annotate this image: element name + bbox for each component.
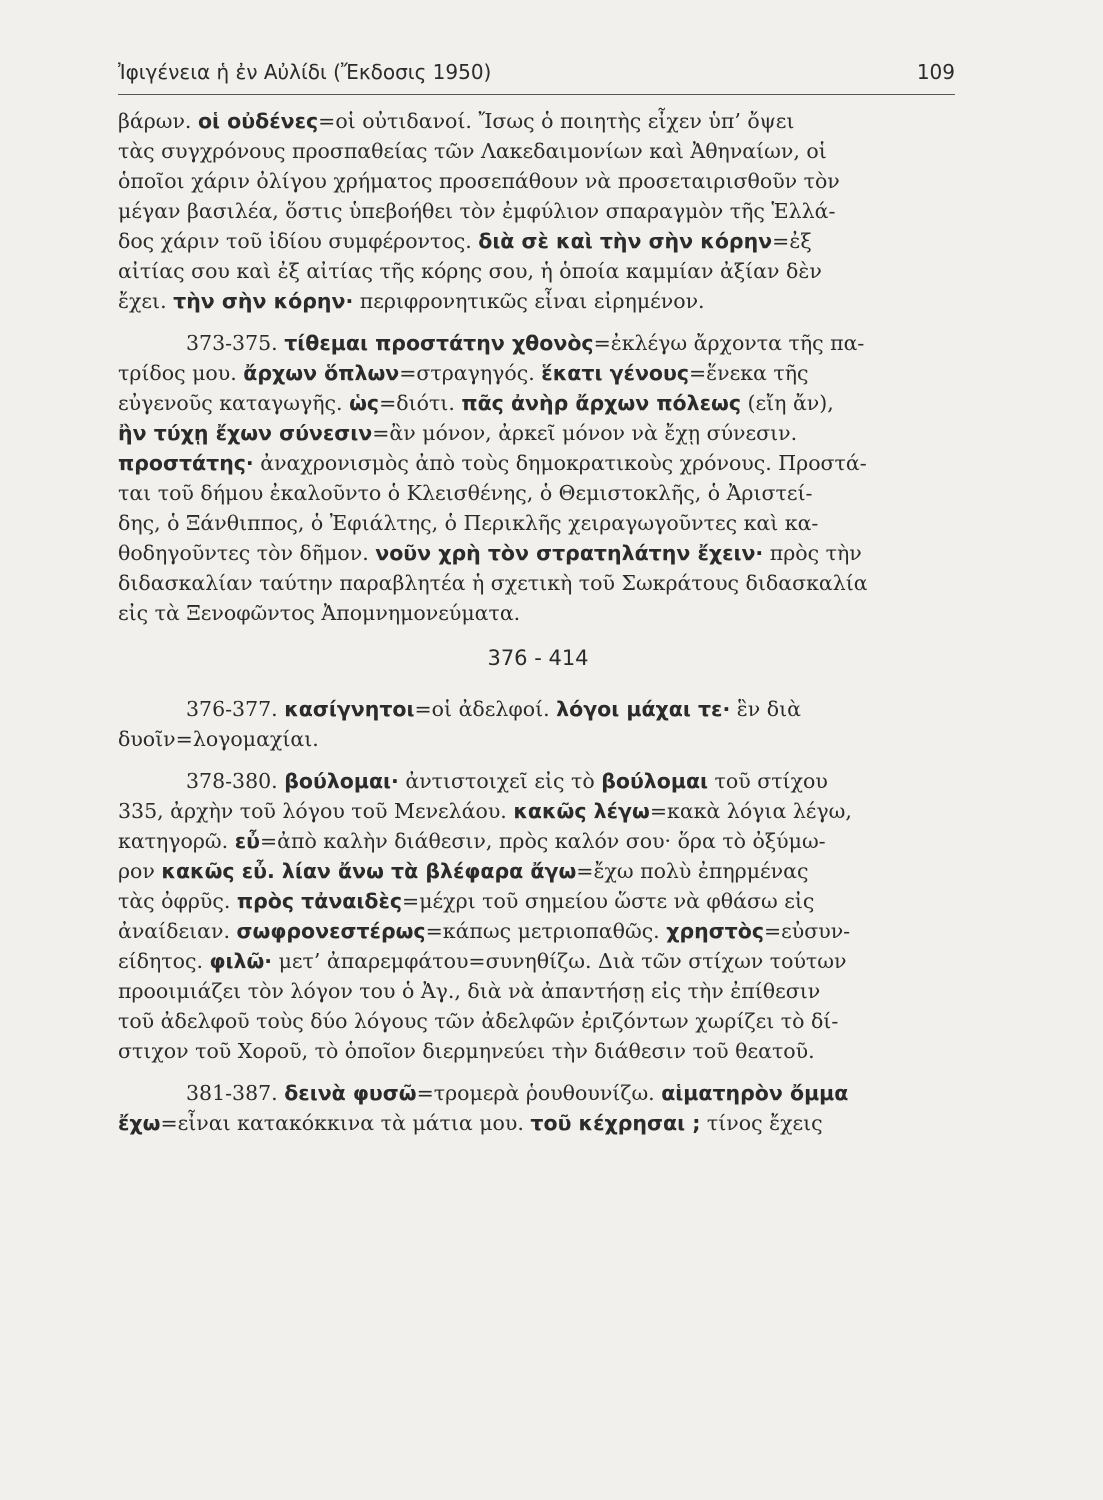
text-line: [118, 256, 958, 286]
text-line: [118, 508, 958, 538]
lemma-term: τὴν σὴν κόρην·: [173, 289, 354, 313]
commentary-text: τοῦ ἀδελφοῦ τοὺς δύο λόγους τῶν ἀδελφῶν ἐριζόντων χωρίζει τὸ δί-: [118, 1009, 839, 1033]
running-title: Ἰφιγένεια ἡ ἐν Αὐλίδι (Ἔκδοσις 1950): [118, 60, 492, 84]
paragraph-gap: [118, 754, 958, 766]
commentary-text: 381-387.: [186, 1081, 285, 1105]
commentary-text: ἀναίδειαν.: [118, 919, 237, 943]
lemma-term: ὡς: [349, 391, 380, 415]
lemma-term: χρηστὸς: [666, 919, 764, 943]
text-line: [118, 724, 958, 754]
commentary-text: τὰς συγχρόνους προσπαθείας τῶν Λακεδαιμονίων καὶ Ἀθηναίων, οἱ: [118, 139, 827, 163]
page-number: 109: [916, 60, 955, 84]
text-line: [118, 478, 958, 508]
text-line: [118, 976, 958, 1006]
commentary-text: δης, ὁ Ξάνθιππος, ὁ Ἐφιάλτης, ὁ Περικλῆς χειραγωγοῦντες καὶ κα-: [118, 511, 819, 535]
text-line: [118, 796, 958, 826]
lemma-term: νοῦν χρὴ τὸν στρατηλάτην ἔχειν·: [375, 541, 764, 565]
commentary-text: ἀντιστοιχεῖ εἰς τὸ: [398, 769, 602, 793]
lemma-term: τίθεμαι προστάτην χθονὸς: [284, 331, 594, 355]
commentary-text: ὁποῖοι χάριν ὀλίγου χρήματος προσεπάθουν νὰ προσεταιρισθοῦν τὸν: [118, 169, 840, 193]
section-heading: 376 - 414: [487, 646, 589, 670]
lemma-term: σωφρονεστέρως: [236, 919, 426, 943]
commentary-text: μέγαν βασιλέα, ὅστις ὑπεβοήθει τὸν ἐμφύλιον σπαραγμὸν τῆς Ἑλλά-: [118, 199, 836, 223]
lemma-term: ἔχω: [118, 1111, 161, 1135]
commentary-text: 376-377.: [186, 697, 285, 721]
commentary-text: =εὐσυν-: [764, 919, 851, 943]
commentary-text: ται τοῦ δήμου ἐκαλοῦντο ὁ Κλεισθένης, ὁ Θεμιστοκλῆς, ὁ Ἀριστεί-: [118, 481, 813, 505]
lemma-term: βούλομαι: [601, 769, 709, 793]
text-line: [118, 388, 958, 418]
text-line: [118, 856, 958, 886]
commentary-text: ἔχει.: [118, 289, 174, 313]
text-line: [118, 1108, 958, 1138]
text-line: [118, 328, 958, 358]
commentary-text: κατηγορῶ.: [118, 829, 235, 853]
lemma-term: εὖ: [234, 829, 260, 853]
commentary-text: 378-380.: [186, 769, 285, 793]
commentary-text: =ἕνεκα τῆς: [688, 361, 809, 385]
running-header: [118, 60, 955, 94]
lemma-term: διὰ σὲ καὶ τὴν σὴν κόρην: [478, 229, 773, 253]
lemma-term: βούλομαι·: [284, 769, 399, 793]
commentary-text: βάρων.: [118, 109, 198, 133]
text-line: [118, 226, 958, 256]
lemma-term: κακῶς λέγω: [513, 799, 650, 823]
text-line: [118, 766, 958, 796]
commentary-text: =εἶναι κατακόκκινα τὰ μάτια μου.: [160, 1111, 531, 1135]
commentary-text: τίνος ἔχεις: [700, 1111, 823, 1135]
commentary-text: διδασκαλίαν ταύτην παραβλητέα ἡ σχετικὴ τοῦ Σωκράτους διδασκαλία: [118, 571, 868, 595]
text-line: [118, 1006, 958, 1036]
lemma-term: τοῦ κέχρησαι ;: [530, 1111, 701, 1135]
text-line: [118, 286, 958, 316]
text-line: [118, 886, 958, 916]
text-line: [118, 694, 958, 724]
commentary-text: εἰς τὰ Ξενοφῶντος Ἀπομνημονεύματα.: [118, 601, 521, 625]
commentary-text: =μέχρι τοῦ σημείου ὥστε νὰ φθάσω εἰς: [402, 889, 815, 913]
commentary-text: δος χάριν τοῦ ἰδίου συμφέροντος.: [118, 229, 479, 253]
commentary-text: τρίδος μου.: [118, 361, 244, 385]
commentary-text: =κακὰ λόγια λέγω,: [649, 799, 852, 823]
text-line: [118, 136, 958, 166]
lemma-term: δεινὰ φυσῶ: [284, 1081, 417, 1105]
lemma-term: οἱ οὐδένες: [197, 109, 319, 133]
text-line: [118, 916, 958, 946]
commentary-text: προοιμιάζει τὸν λόγον του ὁ Ἀγ., διὰ νὰ ἀπαντήσῃ εἰς τὴν ἐπίθεσιν: [118, 979, 821, 1003]
commentary-text: =τρομερὰ ῥουθουνίζω.: [416, 1081, 662, 1105]
commentary-text: =διότι.: [379, 391, 462, 415]
commentary-text: 335, ἀρχὴν τοῦ λόγου τοῦ Μενελάου.: [118, 799, 514, 823]
text-line: [118, 418, 958, 448]
text-line: [118, 106, 958, 136]
commentary-text: εὐγενοῦς καταγωγῆς.: [118, 391, 350, 415]
commentary-text: =ἐξ: [772, 229, 812, 253]
lemma-term: κασίγνητοι: [284, 697, 415, 721]
lemma-term: φιλῶ·: [209, 949, 273, 973]
lemma-term: αἱματηρὸν ὄμμα: [661, 1081, 849, 1105]
text-line: [118, 598, 958, 628]
text-line: [118, 448, 958, 478]
commentary-text: =οἱ οὐτιδανοί. Ἴσως ὁ ποιητὴς εἶχεν ὑπ’ ὄψει: [318, 109, 795, 133]
commentary-text: =κάπως μετριοπαθῶς.: [425, 919, 667, 943]
commentary-text: 373-375.: [186, 331, 285, 355]
text-line: [118, 196, 958, 226]
commentary-text: =ἐκλέγω ἄρχοντα τῆς πα-: [593, 331, 865, 355]
commentary-text: =ἔχω πολὺ ἐπηρμένας: [576, 859, 809, 883]
lemma-term: προστάτης·: [118, 451, 254, 475]
text-line: [118, 826, 958, 856]
commentary-text: ἀναχρονισμὸς ἀπὸ τοὺς δημοκρατικοὺς χρόνους. Προστά-: [253, 451, 867, 475]
lemma-term: λόγοι μάχαι τε·: [556, 697, 731, 721]
body-text: [118, 106, 958, 1138]
text-line: [118, 166, 958, 196]
lemma-term: πρὸς τἀναιδὲς: [236, 889, 403, 913]
commentary-text: =ἂν μόνον, ἀρκεῖ μόνον νὰ ἔχῃ σύνεσιν.: [372, 421, 798, 445]
text-line: [118, 568, 958, 598]
text-line: [118, 946, 958, 976]
commentary-text: περιφρονητικῶς εἶναι εἰρημένον.: [353, 289, 705, 313]
lemma-term: ἄρχων ὅπλων: [243, 361, 400, 385]
commentary-text: =στραγηγός.: [399, 361, 542, 385]
text-line: [118, 1036, 958, 1066]
commentary-text: θοδηγοῦντες τὸν δῆμον.: [118, 541, 376, 565]
commentary-text: μετ’ ἀπαρεμφάτου=συνηθίζω. Διὰ τῶν στίχων τούτων: [272, 949, 847, 973]
lemma-term: ἕκατι γένους: [541, 361, 689, 385]
commentary-text: δυοῖν=λογομαχίαι.: [118, 727, 319, 751]
commentary-text: =ἀπὸ καλὴν διάθεσιν, πρὸς καλόν σου· ὅρα τὸ ὀξύμω-: [259, 829, 826, 853]
lemma-term: πᾶς ἀνὴρ ἄρχων πόλεως: [461, 391, 741, 415]
commentary-text: είδητος.: [118, 949, 210, 973]
commentary-text: αἰτίας σου καὶ ἐξ αἰτίας τῆς κόρης σου, ἡ ὁποία καμμίαν ἀξίαν δὲν: [118, 259, 822, 283]
header-rule: [118, 94, 955, 95]
commentary-text: τοῦ στίχου: [708, 769, 828, 793]
lemma-term: ἢν τύχῃ ἔχων σύνεσιν: [118, 421, 373, 445]
commentary-text: =οἱ ἀδελφοί.: [414, 697, 557, 721]
lemma-term: κακῶς εὖ. λίαν ἄνω τὰ βλέφαρα ἄγω: [161, 859, 577, 883]
text-line: [118, 1078, 958, 1108]
commentary-text: τὰς ὀφρῦς.: [118, 889, 237, 913]
commentary-text: (εἴη ἄν),: [740, 391, 834, 415]
commentary-text: πρὸς τὴν: [763, 541, 862, 565]
text-line: [118, 538, 958, 568]
commentary-text: ρον: [118, 859, 162, 883]
text-line: [118, 358, 958, 388]
paragraph-gap: [118, 1066, 958, 1078]
commentary-text: στιχον τοῦ Χοροῦ, τὸ ὁποῖον διερμηνεύει τὴν διάθεσιν τοῦ θεατοῦ.: [118, 1039, 815, 1063]
paragraph-gap: [118, 316, 958, 328]
commentary-text: ἓν διὰ: [730, 697, 801, 721]
